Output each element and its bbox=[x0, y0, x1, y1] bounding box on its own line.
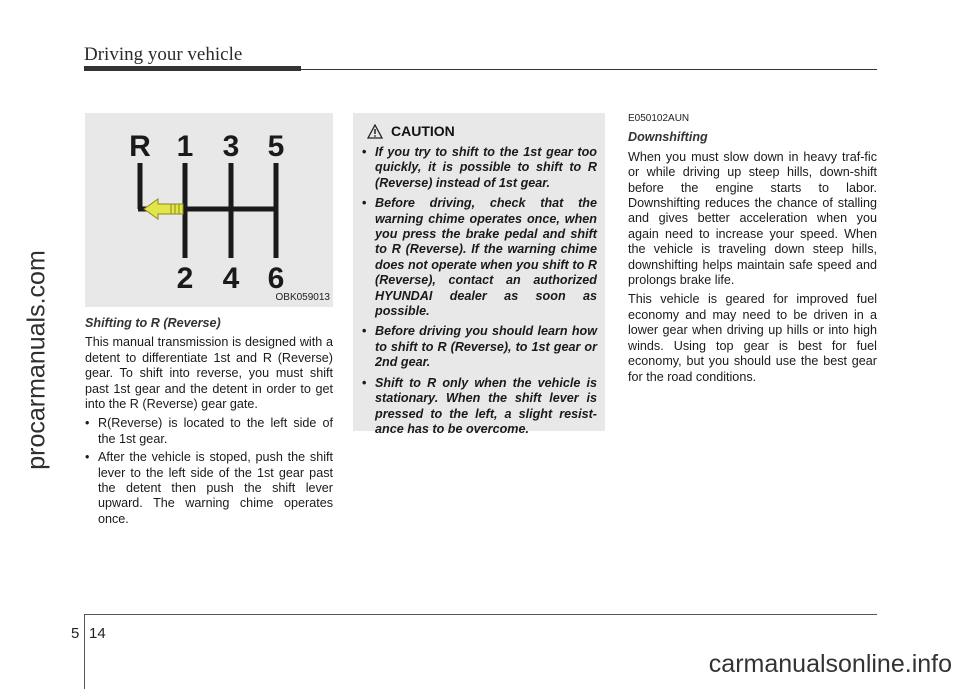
page-section-number: 5 bbox=[71, 625, 80, 642]
list-item-text: R(Reverse) is located to the left side of the 1st gear. bbox=[98, 416, 333, 446]
caution-list bbox=[362, 145, 597, 437]
list-item: • R(Reverse) is located to the left side of the 1st gear. bbox=[85, 416, 333, 446]
list-item-text: After the vehicle is stoped, push the shift lever to the left side of the 1st gear past the detent then push the shift lever upward. The warning chime operates once. bbox=[98, 450, 333, 526]
figure-caption: OBK059013 bbox=[275, 292, 330, 303]
reverse-bullets bbox=[85, 416, 333, 527]
side-watermark: procarmanuals.com bbox=[22, 250, 51, 470]
header-title: Driving your vehicle bbox=[84, 44, 243, 65]
list-item: • After the vehicle is stoped, push the shift lever to the left side of the 1st gear past the detent then push the shift lever upward. The warning chime operates once. bbox=[85, 450, 333, 526]
caution-box bbox=[353, 113, 605, 436]
header-rule-thin bbox=[301, 69, 877, 70]
downshifting-paragraph-1: When you must slow down in heavy traf-fic or while driving up steep hills, down-shift before the engine starts to labor. Downshifting reduces the chance of stalling and gives better acceleration when you again need to increase your speed. When the vehicle is traveling down steep hills, downshifting helps maintain safe speed and prolongs brake life. bbox=[628, 149, 877, 288]
footer-rule-vertical bbox=[84, 614, 85, 689]
caution-text: Before driving you should learn how to shift to R (Reverse), to 1st gear or 2nd gear. bbox=[375, 324, 597, 370]
section-heading-reverse: Shifting to R (Reverse) bbox=[85, 316, 221, 330]
section-code: E050102AUN bbox=[628, 113, 690, 124]
gear-label-1: 1 bbox=[176, 130, 194, 163]
caution-title: CAUTION bbox=[391, 123, 455, 139]
bottom-watermark: carmanualsonline.info bbox=[708, 650, 952, 678]
caution-text: If you try to shift to the 1st gear too quickly, it is possible to shift to R (Reverse) instead of 1st gear. bbox=[375, 145, 597, 190]
downshifting-paragraph-2: This vehicle is geared for improved fuel economy and may need to be driven in a lower gear when driving up hills or into high winds. Using top gear is best for fuel economy, but you should use the best gear for the road conditions. bbox=[628, 292, 877, 384]
caution-text: Shift to R only when the vehicle is stationary. When the shift lever is pressed to the left, a slight resist-ance has to be overcome. bbox=[375, 375, 597, 436]
gear-label-4: 4 bbox=[222, 262, 240, 295]
arrow-left-icon bbox=[144, 199, 183, 219]
gear-label-r: R bbox=[129, 130, 151, 163]
shift-pattern-figure bbox=[85, 113, 333, 307]
header-rule-thick bbox=[84, 66, 301, 71]
gear-label-5: 5 bbox=[267, 130, 285, 163]
gear-label-6: 6 bbox=[267, 262, 285, 295]
gear-label-2: 2 bbox=[176, 262, 194, 295]
list-item: • If you try to shift to the 1st gear too quickly, it is possible to shift to R (Reverse) instead of 1st gear. bbox=[362, 145, 597, 190]
list-item: • Shift to R only when the vehicle is stationary. When the shift lever is pressed to the left, a slight resist-ance has to be overcome. bbox=[362, 375, 597, 436]
list-item: • Before driving, check that the warning chime operates once, when you press the brake pedal and shift to R (Reverse). If the warning chime does not operate when you shift to R (Reverse), contact an authorized HYUNDAI dealer as soon as possible. bbox=[362, 196, 597, 319]
shift-pattern-diagram bbox=[85, 113, 333, 307]
reverse-paragraph: This manual transmission is designed with a detent to differentiate 1st and R (Reverse) gear. To shift into reverse, you must shift past 1st gear and the detent in order to get into the R (Reverse) gear gate. bbox=[85, 335, 333, 412]
gear-label-3: 3 bbox=[222, 130, 240, 163]
caution-header bbox=[362, 121, 597, 141]
right-column bbox=[628, 111, 877, 389]
section-heading-downshifting: Downshifting bbox=[628, 130, 708, 145]
footer-rule-horizontal bbox=[84, 614, 877, 615]
caution-text: Before driving, check that the warning chime operates once, when you press the brake pedal and shift to R (Reverse). If the warning chime does not operate when you shift to R (Reverse), contact an authorized HYUNDAI dealer as soon as possible. bbox=[375, 196, 597, 319]
left-column bbox=[85, 316, 333, 530]
warning-triangle-icon bbox=[367, 124, 383, 139]
page-number: 14 bbox=[89, 625, 106, 642]
list-item: • Before driving you should learn how to shift to R (Reverse), to 1st gear or 2nd gear. bbox=[362, 324, 597, 370]
